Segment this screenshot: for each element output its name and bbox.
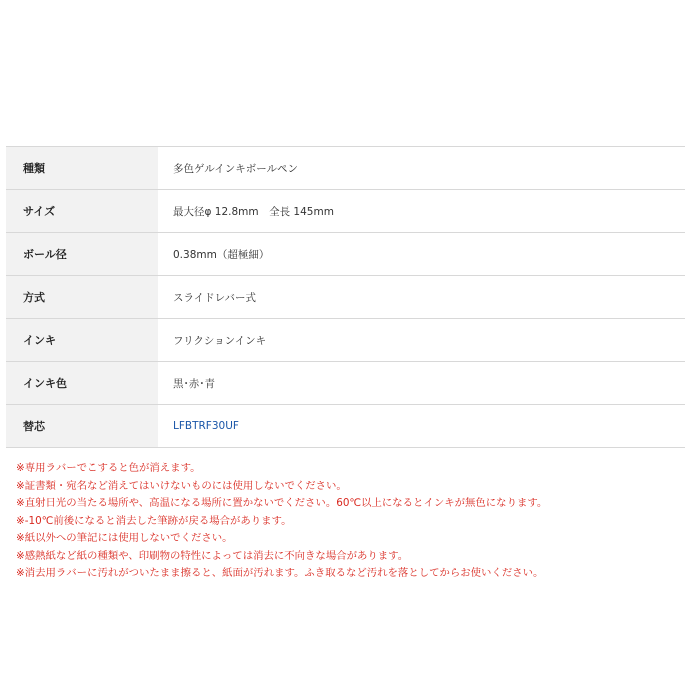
spec-row-mechanism (6, 276, 685, 319)
spec-value-size: 最大径φ 12.8mm 全長 145mm (158, 190, 685, 233)
note-item: ※紙以外への筆記には使用しないでください。 (16, 532, 233, 544)
spec-row-ink (6, 319, 685, 362)
spec-label-mechanism: 方式 (6, 276, 158, 319)
caution-notes (16, 460, 686, 583)
spec-label-ink: インキ (6, 319, 158, 362)
spec-table (6, 146, 685, 448)
spec-row-ball-diameter (6, 233, 685, 276)
spec-row-size (6, 190, 685, 233)
spec-row-type (6, 147, 685, 190)
spec-value-ink: フリクションインキ (158, 319, 685, 362)
note-item: ※専用ラバーでこすると色が消えます。 (16, 462, 201, 474)
refill-link[interactable]: LFBTRF30UF (158, 405, 685, 448)
spec-label-ball-diameter: ボール径 (6, 233, 158, 276)
spec-row-ink-color (6, 362, 685, 405)
note-item: ※証書類・宛名など消えてはいけないものには使用しないでください。 (16, 479, 347, 492)
spec-label-ink-color: インキ色 (6, 362, 158, 405)
spec-value-ball-diameter: 0.38mm（超極細） (158, 233, 685, 276)
spec-value-mechanism: スライドレバー式 (158, 276, 685, 319)
spec-label-refill: 替芯 (6, 405, 158, 448)
spec-row-refill (6, 405, 685, 448)
spec-value-type: 多色ゲルインキボールペン (158, 147, 685, 190)
note-item: ※-10℃前後になると消去した筆跡が戻る場合があります。 (16, 514, 292, 527)
spec-label-size: サイズ (6, 190, 158, 233)
note-item: ※直射日光の当たる場所や、高温になる場所に置かないでください。60℃以上になるとインキが無色になります。 (16, 497, 548, 509)
note-item: ※感熱紙など紙の種類や、印刷物の特性によっては消去に不向きな場合があります。 (16, 549, 409, 562)
spec-label-type: 種類 (6, 147, 158, 190)
spec-value-ink-color: 黒･赤･青 (158, 362, 685, 405)
note-item: ※消去用ラバーに汚れがついたまま擦ると、紙面が汚れます。ふき取るなど汚れを落としてからお使いください。 (16, 567, 544, 579)
